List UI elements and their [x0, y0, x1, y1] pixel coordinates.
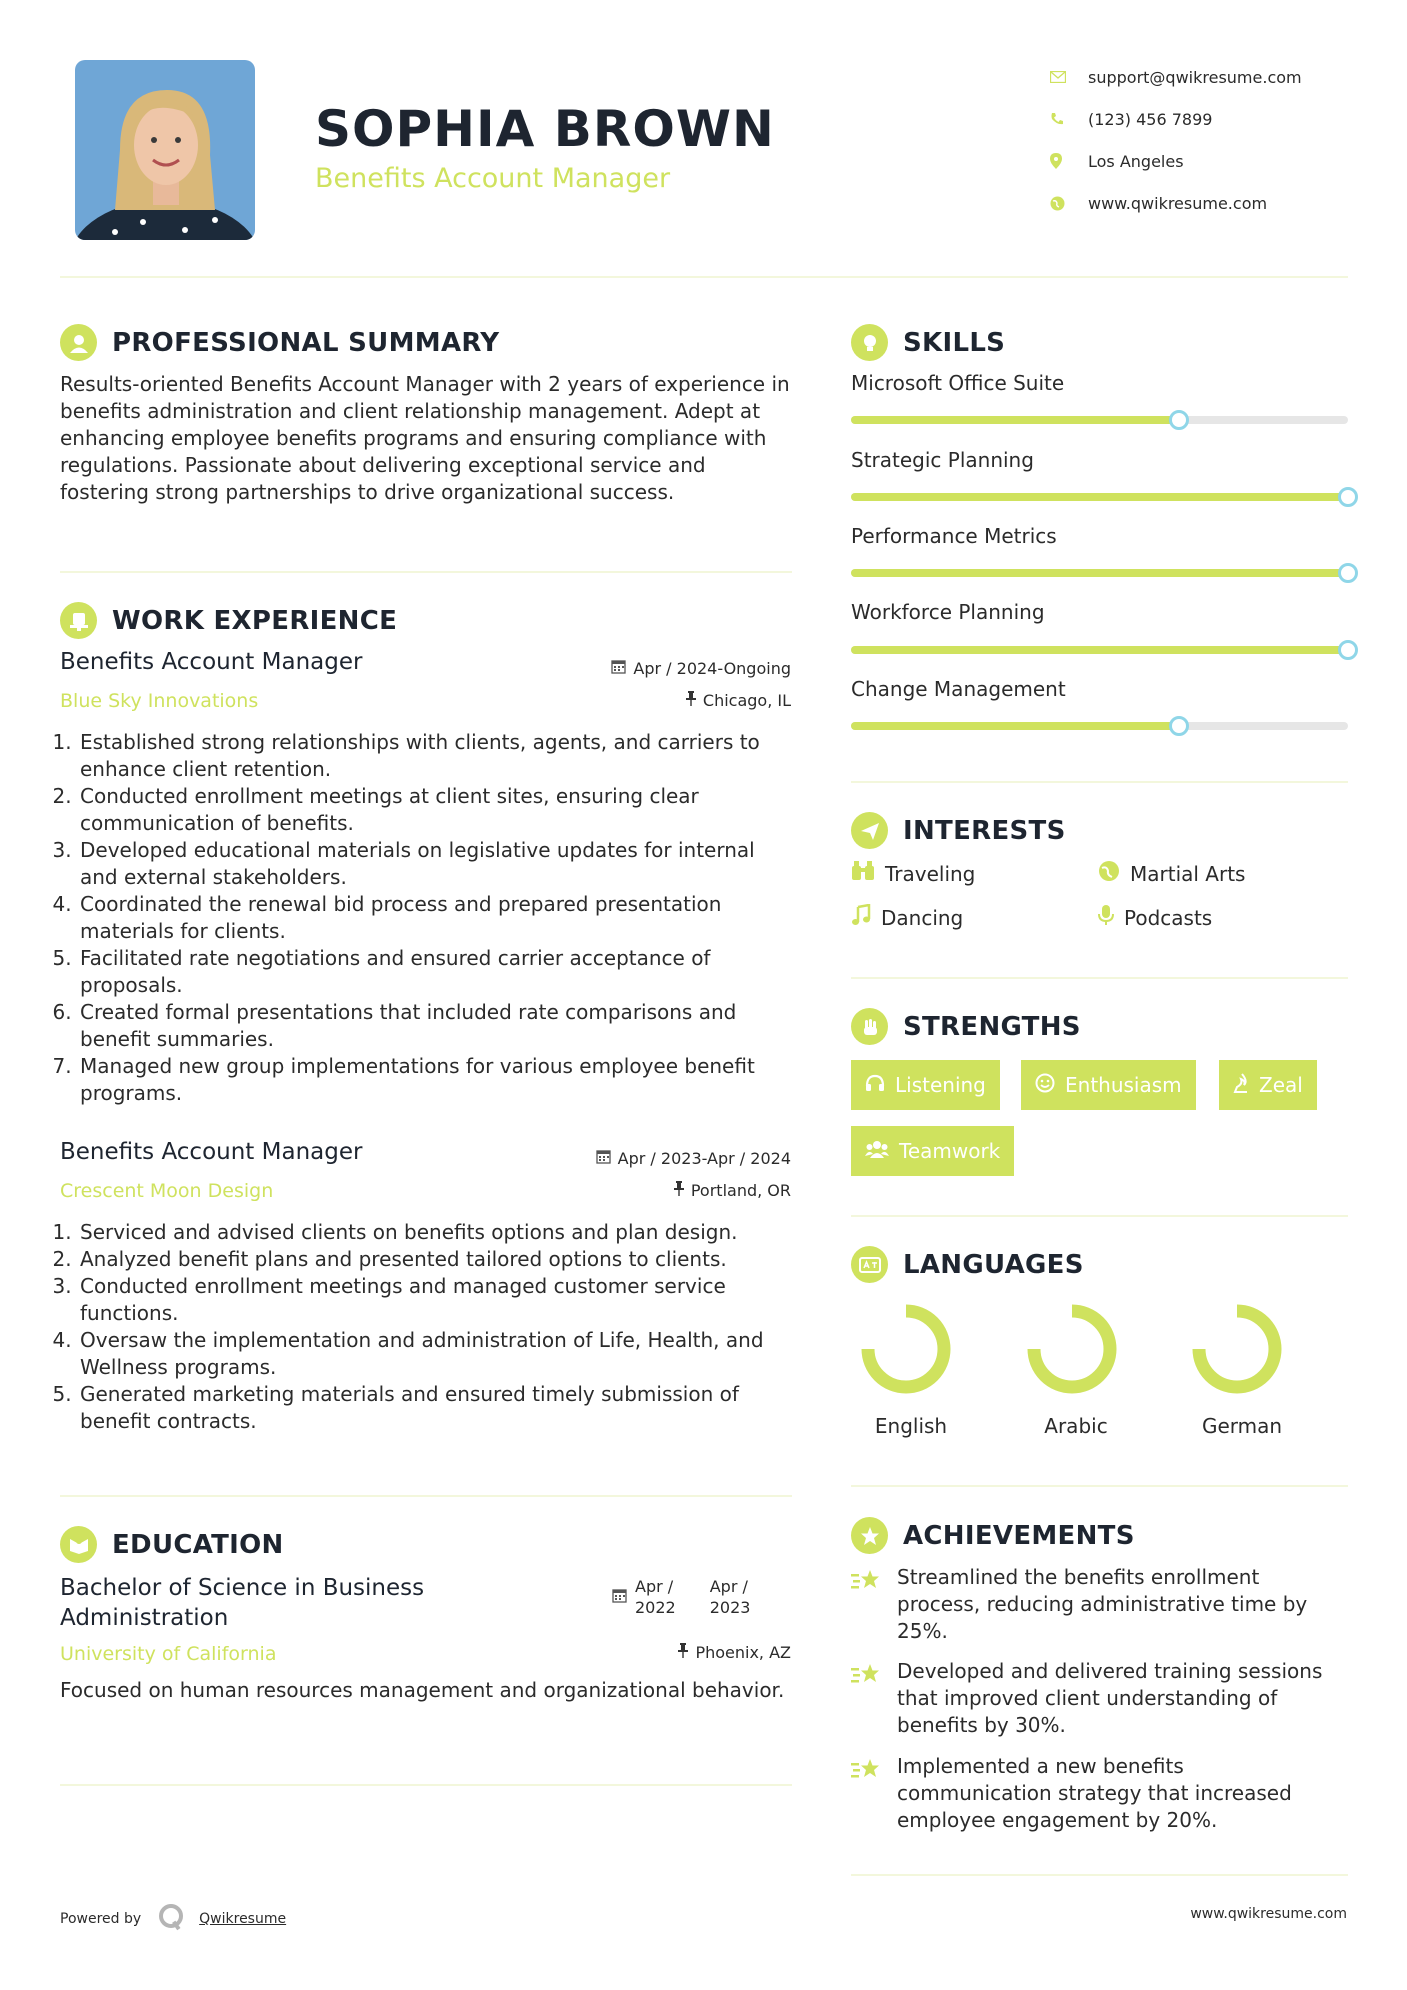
- skill-label: Workforce Planning: [851, 600, 1045, 624]
- star-badge-icon: [851, 1517, 888, 1554]
- language-label: German: [1201, 1414, 1283, 1438]
- paper-plane-icon: [851, 812, 888, 849]
- strength-chip: [851, 1060, 1000, 1110]
- smile-icon: [1035, 1073, 1055, 1098]
- summary-heading: [60, 324, 499, 361]
- education-start-year: 2022: [635, 1598, 676, 1617]
- achievements-title: ACHIEVEMENTS: [903, 1520, 1135, 1551]
- education-heading: [60, 1526, 284, 1563]
- globe-icon: [1050, 196, 1088, 211]
- education-end: [710, 1576, 751, 1618]
- achievement-line: communication strategy that increased: [897, 1781, 1292, 1805]
- strength-chip: [851, 1126, 1014, 1176]
- briefcase-icon: [60, 602, 97, 639]
- list-item: 2. Conducted enrollment meetings at client sites, ensuring clear communication of benefits.: [78, 783, 798, 837]
- skill-bar-knob: [1338, 487, 1358, 507]
- education-title: EDUCATION: [112, 1529, 284, 1560]
- list-item: 5. Facilitated rate negotiations and ensured carrier acceptance of proposals.: [78, 945, 798, 999]
- degree-line: Administration: [60, 1605, 229, 1631]
- skill-bar-fill: [851, 722, 1179, 730]
- job-company: Crescent Moon Design: [60, 1180, 274, 1202]
- language-ring: [854, 1297, 958, 1401]
- interest-item: [851, 904, 963, 931]
- languages-heading: [851, 1246, 1084, 1283]
- education-location: [678, 1643, 791, 1662]
- strengths-divider: [851, 1215, 1348, 1217]
- job-location: [674, 1181, 791, 1200]
- achievement-line: Implemented a new benefits: [897, 1754, 1184, 1778]
- skill-label: Strategic Planning: [851, 448, 1034, 472]
- work-divider: [60, 1495, 792, 1497]
- skill-label: Microsoft Office Suite: [851, 371, 1065, 395]
- strengths-heading: [851, 1008, 1081, 1045]
- contact-location: [1050, 140, 1370, 182]
- users-icon: [865, 1139, 889, 1163]
- achievements-heading: [851, 1517, 1135, 1554]
- job-bullets: [58, 729, 798, 1107]
- globe-icon: [1098, 860, 1120, 887]
- interest-label: Traveling: [885, 861, 976, 886]
- calendar-icon: [596, 1149, 611, 1168]
- skill-bar-fill: [851, 493, 1348, 501]
- contact-email[interactable]: [1050, 56, 1370, 98]
- achievement-item: [851, 1753, 1292, 1834]
- translate-icon: [851, 1246, 888, 1283]
- footer-website[interactable]: www.qwikresume.com: [1190, 1906, 1347, 1922]
- achievements-divider: [851, 1874, 1348, 1876]
- contact-phone[interactable]: [1050, 98, 1370, 140]
- footer-powered: [60, 1902, 286, 1936]
- pin-icon: [686, 691, 696, 710]
- strength-label: Listening: [895, 1073, 986, 1097]
- strength-label: Enthusiasm: [1065, 1073, 1182, 1097]
- job-bullets: [58, 1219, 798, 1435]
- achievement-line: that improved client understanding of: [897, 1686, 1278, 1710]
- school-name: University of California: [60, 1643, 277, 1665]
- list-item: 7. Managed new group implementations for various employee benefit programs.: [78, 1053, 798, 1107]
- language-label: English: [874, 1414, 948, 1438]
- shooting-star-icon: [851, 1662, 883, 1739]
- job-location: [686, 691, 791, 710]
- qwikresume-logo-icon: [157, 1902, 187, 1936]
- contact-website[interactable]: [1050, 182, 1370, 224]
- strength-label: Teamwork: [899, 1139, 1001, 1163]
- summary-text: Results-oriented Benefits Account Manager with 2 years of experience in benefits administration and client relationship management. Adept at enhancing employee benefits programs and ensuring compliance with regulations. Passionate about delivering exceptional service and fostering strong partnerships to drive organizational success.: [60, 372, 790, 504]
- graduation-icon: [60, 1526, 97, 1563]
- list-item: 1. Established strong relationships with clients, agents, and carriers to enhance client retention.: [78, 729, 798, 783]
- interest-label: Martial Arts: [1130, 861, 1246, 886]
- job-company: Blue Sky Innovations: [60, 690, 259, 712]
- skill-bar-knob: [1338, 563, 1358, 583]
- user-icon: [60, 324, 97, 361]
- strength-label: Zeal: [1259, 1073, 1303, 1097]
- shooting-star-icon: [851, 1757, 883, 1834]
- skills-heading: [851, 324, 1005, 361]
- list-item: 3. Developed educational materials on legislative updates for internal and external stakeholders.: [78, 837, 798, 891]
- skill-bar-fill: [851, 569, 1348, 577]
- achievement-text: [897, 1658, 1322, 1739]
- skill-bar-knob: [1338, 640, 1358, 660]
- list-item: 3. Conducted enrollment meetings and managed customer service functions.: [78, 1273, 798, 1327]
- job-dates-text: Apr / 2024-Ongoing: [633, 659, 791, 678]
- header-divider: [60, 276, 1348, 278]
- shooting-star-icon: [851, 1568, 883, 1645]
- achievement-line: 25%.: [897, 1619, 948, 1643]
- summary-divider: [60, 571, 792, 573]
- interest-item: [851, 860, 975, 887]
- lightbulb-icon: [851, 324, 888, 361]
- flame-icon: [1233, 1073, 1249, 1098]
- pin-icon: [678, 1643, 688, 1662]
- interest-item: [1098, 860, 1245, 887]
- skill-bar: [851, 569, 1348, 577]
- music-note-icon: [851, 904, 871, 931]
- education-dates: [612, 1576, 750, 1618]
- summary-title: PROFESSIONAL SUMMARY: [112, 327, 500, 358]
- achievement-line: Streamlined the benefits enrollment: [897, 1565, 1260, 1589]
- work-heading: [60, 602, 397, 639]
- contact-block: [1050, 56, 1370, 224]
- degree-line: Bachelor of Science in Business: [60, 1575, 425, 1601]
- skill-bar: [851, 493, 1348, 501]
- achievement-line: process, reducing administrative time by: [897, 1592, 1308, 1616]
- map-pin-icon: [1050, 153, 1088, 169]
- education-end-year: 2023: [709, 1598, 751, 1617]
- achievement-text: [897, 1753, 1292, 1834]
- list-item: 2. Analyzed benefit plans and presented tailored options to clients.: [78, 1246, 798, 1273]
- job-dates: [611, 659, 791, 678]
- job-location-text: Chicago, IL: [702, 691, 791, 710]
- profile-photo: [75, 60, 255, 240]
- degree-title: [60, 1573, 424, 1633]
- microphone-icon: [1098, 904, 1114, 931]
- list-item: 1. Serviced and advised clients on benefits options and plan design.: [78, 1219, 798, 1246]
- skill-label: Change Management: [851, 677, 1066, 701]
- job-dates: [596, 1149, 791, 1168]
- phone-icon: [1050, 112, 1088, 126]
- calendar-icon: [611, 659, 626, 678]
- interest-item: [1098, 904, 1212, 931]
- skills-title: SKILLS: [903, 327, 1006, 358]
- skill-bar: [851, 646, 1348, 654]
- list-item: 5. Generated marketing materials and ensured timely submission of benefit contracts.: [78, 1381, 798, 1435]
- skill-label: Performance Metrics: [851, 524, 1057, 548]
- interests-heading: [851, 812, 1066, 849]
- skill-bar-fill: [851, 416, 1179, 424]
- contact-phone-text: (123) 456 7899: [1088, 109, 1213, 129]
- skill-bar-fill: [851, 646, 1348, 654]
- job-title: Benefits Account Manager: [60, 649, 363, 675]
- skill-bar-knob: [1169, 716, 1189, 736]
- skill-bar: [851, 722, 1348, 730]
- powered-by-text: Powered by: [60, 1911, 142, 1927]
- interest-label: Podcasts: [1124, 905, 1213, 930]
- achievement-text: [897, 1564, 1307, 1645]
- calendar-icon: [612, 1588, 627, 1607]
- skill-bar-knob: [1169, 410, 1189, 430]
- contact-website-text: www.qwikresume.com: [1088, 193, 1268, 213]
- education-location-text: Phoenix, AZ: [695, 1643, 791, 1662]
- strength-chip: [1219, 1060, 1317, 1110]
- language-ring: [1185, 1297, 1289, 1401]
- languages-title: LANGUAGES: [903, 1249, 1084, 1280]
- hand-icon: [851, 1008, 888, 1045]
- binoculars-icon: [851, 860, 875, 887]
- list-item: 6. Created formal presentations that included rate comparisons and benefit summaries.: [78, 999, 798, 1053]
- work-title: WORK EXPERIENCE: [112, 605, 398, 636]
- language-ring: [1020, 1297, 1124, 1401]
- strengths-title: STRENGTHS: [903, 1011, 1081, 1042]
- language-label: Arabic: [1044, 1414, 1108, 1438]
- job-title: Benefits Account Manager: [60, 1139, 363, 1165]
- strength-chip: [1021, 1060, 1196, 1110]
- languages-divider: [851, 1485, 1348, 1487]
- contact-email-text: support@qwikresume.com: [1088, 67, 1302, 87]
- job-dates-text: Apr / 2023-Apr / 2024: [617, 1149, 791, 1168]
- qwikresume-link[interactable]: Qwikresume: [199, 1911, 287, 1927]
- job-location-text: Portland, OR: [690, 1181, 791, 1200]
- education-start: [635, 1576, 676, 1618]
- list-item: 4. Coordinated the renewal bid process and prepared presentation materials for clients.: [78, 891, 798, 945]
- achievement-line: employee engagement by 20%.: [897, 1808, 1218, 1832]
- headphones-icon: [865, 1073, 885, 1097]
- candidate-name: SOPHIA BROWN: [315, 100, 775, 158]
- achievement-item: [851, 1564, 1307, 1645]
- education-divider: [60, 1784, 792, 1786]
- contact-location-text: Los Angeles: [1088, 151, 1184, 171]
- achievement-line: Developed and delivered training sessions: [897, 1659, 1323, 1683]
- skills-divider: [851, 781, 1348, 783]
- interests-title: INTERESTS: [903, 815, 1066, 846]
- pin-icon: [674, 1181, 684, 1200]
- interest-label: Dancing: [881, 905, 964, 930]
- achievement-line: benefits by 30%.: [897, 1713, 1066, 1737]
- skill-bar: [851, 416, 1348, 424]
- interests-divider: [851, 977, 1348, 979]
- candidate-role: Benefits Account Manager: [315, 163, 671, 194]
- envelope-icon: [1050, 71, 1088, 83]
- education-description: Focused on human resources management and organizational behavior.: [60, 1678, 785, 1702]
- education-end-month: Apr /: [709, 1577, 748, 1596]
- education-start-month: Apr /: [635, 1577, 674, 1596]
- list-item: 4. Oversaw the implementation and administration of Life, Health, and Wellness programs.: [78, 1327, 798, 1381]
- achievement-item: [851, 1658, 1322, 1739]
